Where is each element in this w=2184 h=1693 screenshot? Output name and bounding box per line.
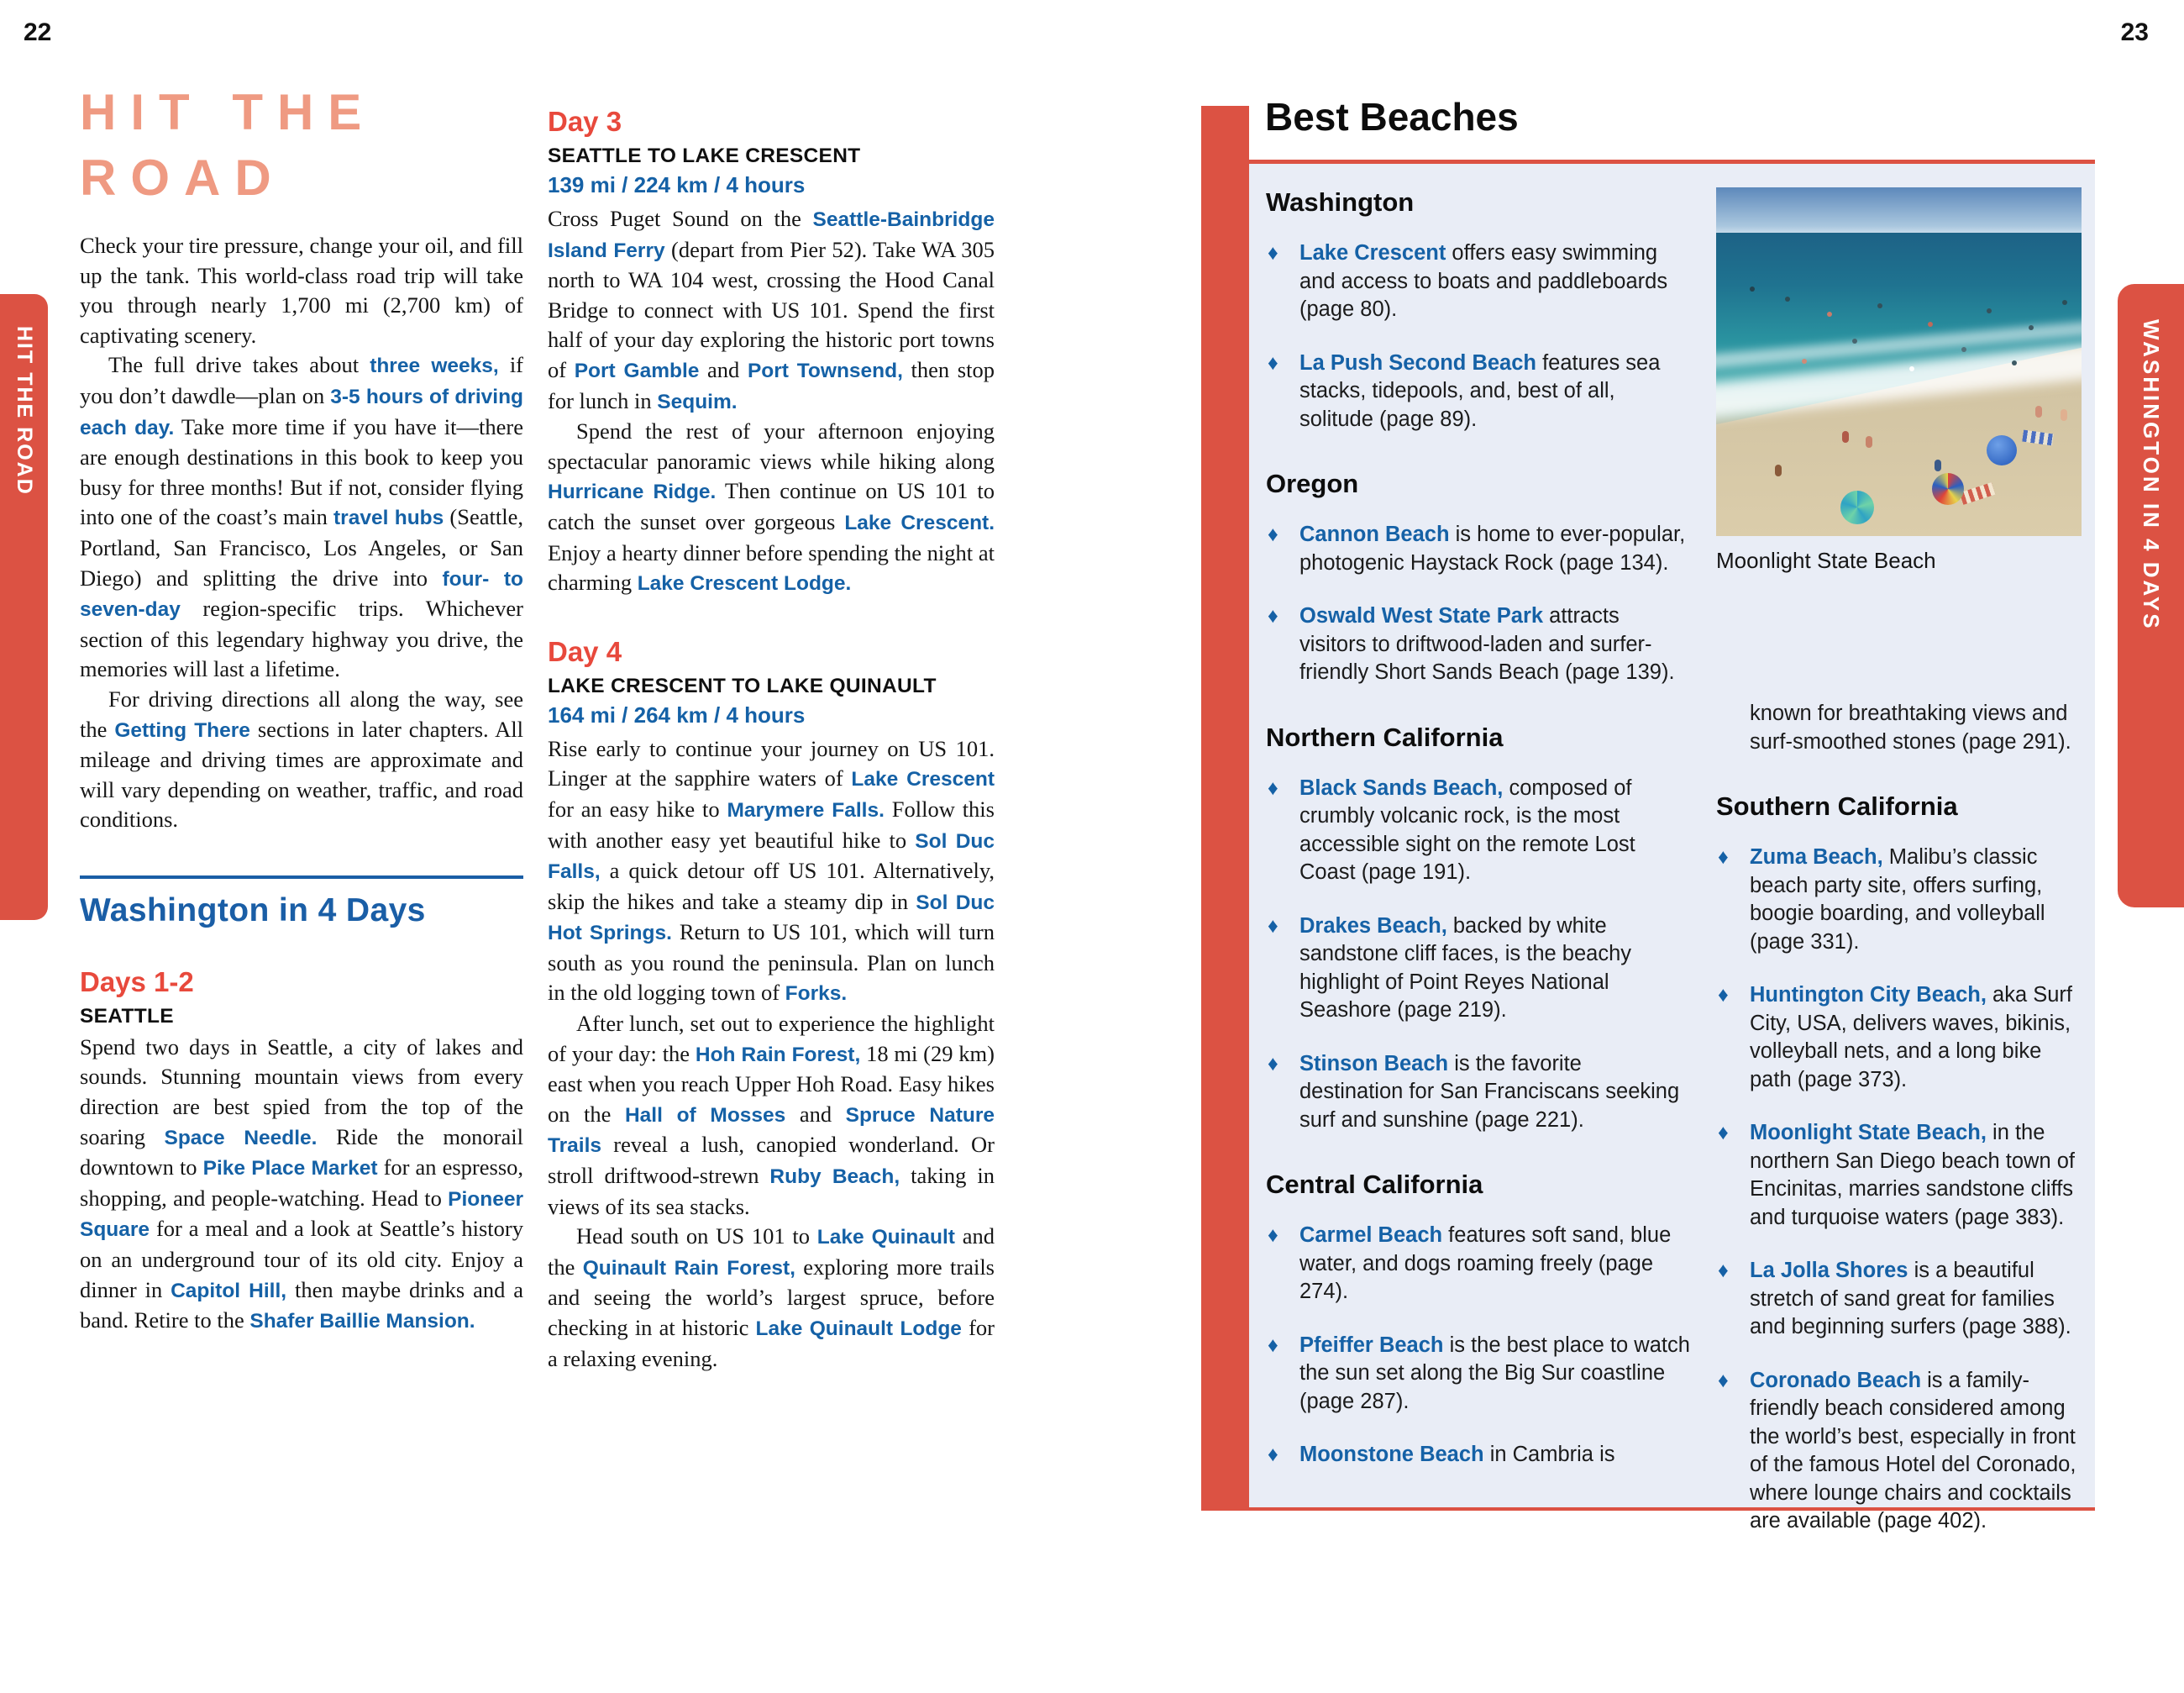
stats: 164 mi / 264 km / 4 hours [548, 702, 806, 728]
beach-list-item: ♦ Moonstone Beach in Cambria is [1266, 1441, 1691, 1470]
heading: Washington [1266, 187, 1415, 217]
best-beaches-box [1249, 160, 2095, 1533]
beach-list-item: ♦ La Push Second Beach features sea stacks, tidepools, and, best of all, solitude (page 89). [1268, 350, 1661, 431]
rule-heading: Washington in 4 Days [80, 875, 523, 929]
beach-list-item: ♦ Cannon Beach is home to ever-popular, photogenic Haystack Rock (page 134). [1268, 523, 1686, 575]
beach-list-item: ♦ Stinson Beach is the favorite destination for San Franciscans seeking surf and sunshine (page 221). [1268, 1051, 1680, 1132]
beach-list-item: ♦ Oswald West State Park attracts visitors to driftwood-laden and surfer-friendly Short Sands Beach (page 139). [1268, 604, 1675, 684]
beach-list-item: ♦ Zuma Beach, Malibu’s classic beach party site, offers surfing, boogie boarding, and volleyball (page 331). [1718, 845, 2045, 954]
para: Check your tire pressure, change your oil, and fill up the tank. This world-class road trip will take you through nearly 1,700 mi (2,700 km) of captivating scenery. [80, 233, 523, 348]
beach-photo [1716, 187, 2082, 536]
para: After lunch, set out to experience the highlight of your day: the Hoh Rain Forest, 18 mi (29 km) east when you reach Upper Hoh Road. Easy hikes on the Hall of Mosses and Spruce Nature Trails reveal a lush, canopied wonderland. Or stroll driftwood-strewn Ruby Beach, taking in views of its sea stacks. [548, 1011, 995, 1219]
para: Rise early to continue your journey on US 101. Linger at the sapphire waters of Lake Crescent for an easy hike to Marymere Falls. Follow this with another easy yet beautiful hike to Sol Duc Falls, a quick detour off US 101. Alternatively, skip the hikes and take a steamy dip in Sol Duc Hot Springs. Return to US 101, which will turn south as you round the peninsula. Plan on lunch in the old logging town of Forks. [548, 735, 995, 1006]
day: Day 4 [548, 635, 622, 667]
para: Spend two days in Seattle, a city of lakes and sounds. Stunning mountain views from every direction are best spied from the top of the soaring Space Needle. Ride the monorail downtown to Pike Place Market for an espresso, shopping, and people-watching. Head to Pioneer Square for a meal and a look at Seattle’s history on an underground tour of its old city. Enjoy a dinner in Capitol Hill, then maybe drinks and a band. Retire to the Shafer Baillie Mansion. [80, 1033, 524, 1333]
para: Head south on US 101 to Lake Quinault and the Quinault Rain Forest, exploring more trails and seeing the world’s largest spruce, before checking in at historic Lake Quinault Lodge for a relaxing evening. [548, 1223, 995, 1371]
heading: Northern California [1266, 722, 1504, 752]
diamond-bullet-icon: ♦ [1718, 845, 1729, 869]
beaches-column-a [1266, 187, 1691, 1561]
photo-beachgoers [1842, 431, 1849, 443]
beach-list-item: ♦ Carmel Beach features soft sand, blue water, and dogs roaming freely (page 274). [1268, 1223, 1672, 1303]
para: Spend the rest of your afternoon enjoying spectacular panoramic views while hiking along Hurricane Ridge. Then continue on US 101 to catch the sunset over gorgeous Lake Crescent. Enjoy a hearty dinner before spending the night at charming Lake Crescent Lodge. [548, 418, 995, 596]
heading: Oregon [1266, 469, 1359, 498]
photo-sky [1716, 187, 2082, 233]
diamond-bullet-icon: ♦ [1268, 523, 1278, 546]
photo-caption: Moonlight State Beach [1716, 548, 1936, 573]
day: Days 1-2 [80, 965, 194, 997]
itinerary-column-1 [80, 80, 523, 1337]
diamond-bullet-icon: ♦ [1268, 913, 1278, 938]
beaches-column-b [1716, 187, 2082, 1561]
diamond-bullet-icon: ♦ [1268, 241, 1278, 265]
chapter-tab-left [0, 294, 48, 920]
diamond-bullet-icon: ♦ [1268, 1443, 1278, 1466]
diamond-bullet-icon: ♦ [1718, 983, 1729, 1007]
feature-box-red-bar [1201, 106, 1249, 1511]
diamond-bullet-icon: ♦ [1268, 1051, 1278, 1075]
heading: Southern California [1716, 791, 1958, 821]
beach-photo-figure [1716, 187, 2082, 574]
route: SEATTLE TO LAKE CRESCENT [548, 145, 861, 167]
diamond-bullet-icon: ♦ [1268, 350, 1278, 375]
page-number-right: 23 [2120, 18, 2149, 46]
route: SEATTLE [80, 1004, 174, 1028]
feature-box-title: Best Beaches [1265, 95, 1519, 139]
cont: known for breathtaking views and surf-smoothed stones (page 291). [1750, 702, 2071, 754]
diamond-bullet-icon: ♦ [1268, 604, 1278, 628]
chapter-tab-right-label: WASHINGTON IN 4 DAYS [2139, 319, 2164, 631]
para: For driving directions all along the way, see the Getting There sections in later chapters. All mileage and driving times are approximate and will vary depending on weather, traffic, and road conditions. [80, 686, 524, 833]
beach-list-item: ♦ Drakes Beach, backed by white sandstone cliff faces, is the beachy highlight of Point Reyes National Seashore (page 219). [1268, 913, 1632, 1022]
para: The full drive takes about three weeks, if you don’t dawdle—plan on 3-5 hours of driving each day. Take more time if you have it—there are enough destinations in this book to keep you busy for three months! But if not, consider flying into one of the coast’s main travel hubs (Seattle, Portland, San Francisco, Los Angeles, or San Diego) and splitting the drive into four- to seven-day region-specific trips. Whichever section of this legendary highway you drive, the memories will last a lifetime. [80, 352, 524, 682]
beaches-column-b-text [1716, 700, 2082, 1536]
diamond-bullet-icon: ♦ [1268, 776, 1278, 800]
para: Cross Puget Sound on the Seattle-Bainbridge Island Ferry (depart from Pier 52). Take WA 305 north to WA 104 west, crossing the Hood Canal Bridge to connect with US 101. Spend the first half of your day exploring the historic port towns of Port Gamble and Port Townsend, then stop for lunch in Sequim. [548, 206, 995, 413]
umbrella-icon-multicolor [1932, 473, 1964, 505]
heading: Central California [1266, 1170, 1483, 1199]
diamond-bullet-icon: ♦ [1268, 1333, 1278, 1357]
photo-swimmers [1750, 287, 1755, 292]
stats: 139 mi / 224 km / 4 hours [548, 172, 806, 197]
beach-list-item: ♦ Black Sands Beach, composed of crumbly volcanic rock, is the most accessible sight on the remote Lost Coast (page 191). [1268, 776, 1635, 884]
umbrella-icon-blue [1987, 435, 2017, 465]
day: Day 3 [548, 106, 622, 137]
diamond-bullet-icon: ♦ [1718, 1121, 1729, 1144]
route: LAKE CRESCENT TO LAKE QUINAULT [548, 674, 937, 697]
beach-list-item: ♦ Moonlight State Beach, in the northern San Diego beach town of Encinitas, marries sandstone cliffs and turquoise waters (page 383). [1718, 1121, 2076, 1229]
diamond-bullet-icon: ♦ [1268, 1223, 1278, 1247]
page-number-left: 22 [24, 18, 52, 46]
display-title: HIT THE ROAD [80, 84, 376, 206]
beach-list-item: ♦ Lake Crescent offers easy swimming and access to boats and paddleboards (page 80). [1268, 241, 1668, 321]
chapter-tab-right [2118, 284, 2184, 907]
beach-list-item: ♦ Pfeiffer Beach is the best place to watch the sun set along the Big Sur coastline (page 287). [1268, 1333, 1690, 1413]
umbrella-icon-green [1840, 491, 1874, 524]
beach-list-item: ♦ La Jolla Shores is a beautiful stretch of sand great for families and beginning surfers (page 388). [1718, 1259, 2071, 1338]
beach-list-item: ♦ Coronado Beach is a family-friendly beach considered among the world’s best, especially in front of the famous Hotel del Coronado, where lounge chairs and cocktails are available (page 402). [1718, 1368, 2076, 1533]
diamond-bullet-icon: ♦ [1718, 1259, 1729, 1282]
itinerary-column-2 [548, 106, 995, 1374]
beach-list-item: ♦ Huntington City Beach, aka Surf City, USA, delivers waves, bikinis, volleyball nets, and a long bike path (page 373). [1718, 983, 2072, 1091]
chapter-tab-left-label: HIT THE ROAD [13, 326, 36, 496]
diamond-bullet-icon: ♦ [1718, 1368, 1729, 1392]
